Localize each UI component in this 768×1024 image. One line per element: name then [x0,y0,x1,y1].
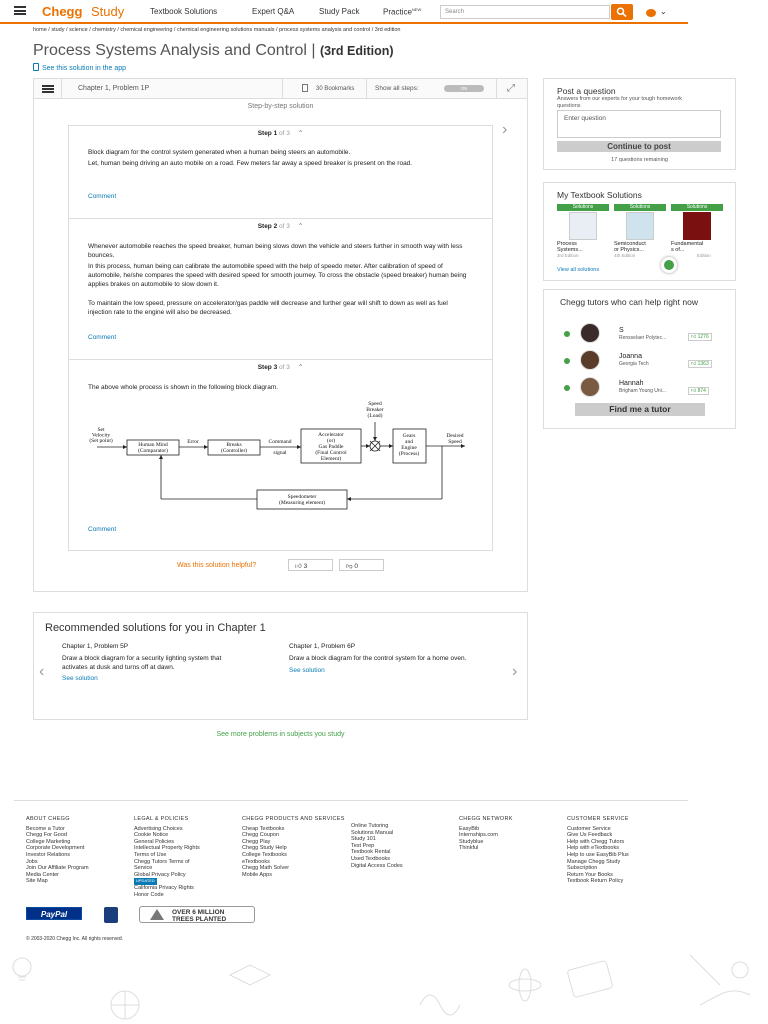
recommended-chapter: Chapter 1, Problem 5P [62,643,129,650]
step-text: To maintain the low speed, pressure on accelerator/gas paddle will decrease and further gear will shift to down as well as fuel injection rate to the engine will also be decreased. [88,300,448,316]
see-solution-link[interactable]: See solution [62,675,98,682]
footer-link[interactable]: Online Tutoring [351,823,389,829]
footer-link[interactable]: Become a Tutor [26,825,65,832]
speedometer-label: Speedometer [287,494,317,500]
recommended-item[interactable] [62,643,237,682]
error-label: Error [187,439,199,445]
show-all-toggle[interactable]: ON [444,85,484,92]
see-app-label: See this solution in the app [42,65,127,72]
footer-link[interactable]: Corporate Development [26,845,85,852]
logo-product[interactable]: Study [91,4,125,19]
thumbs-up-icon: 👍︎ [691,334,697,340]
top-header [0,0,688,24]
set-velocity-label: (Set point) [89,438,113,444]
show-all-label: Show all steps: [375,85,419,92]
phone-icon [33,63,39,71]
footer-link[interactable]: Cookie Notice [134,832,169,839]
search-input[interactable]: Search [440,5,610,19]
steps-container [68,125,493,551]
see-more-link[interactable]: See more problems in subjects you study [216,731,345,738]
book-title: Process Systems Analysis and Control [33,42,307,59]
book-edition: Edition [697,253,711,258]
recommended-chapter: Chapter 1, Problem 6P [289,643,356,650]
divider [366,79,367,99]
footer-link[interactable]: Customer Service [567,825,611,832]
footer-link[interactable]: Study 101 [351,836,376,843]
human-mind-label: (Comparator) [138,448,168,454]
recommended-desc: Draw a block diagram for a security lighting system that activates at dusk and turns off at dawn. [62,655,222,671]
footer-link[interactable]: Textbook Rental [351,849,391,856]
post-question-card [543,78,736,170]
footer-divider [14,800,688,801]
view-all-solutions-link[interactable]: View all solutions [557,267,600,273]
block-diagram [87,394,477,519]
footer-link[interactable]: Media Center [26,871,60,878]
tutor-rating [688,360,712,368]
thumbs-down-button[interactable] [339,559,384,571]
online-indicator [564,358,570,364]
footer-link[interactable]: Internships.com [459,832,498,839]
tutor-rating [688,333,712,341]
human-mind-label: Human Mind [138,442,168,448]
post-title: Post a question [557,86,616,96]
gears-label: (Process) [398,451,420,457]
book-cover [683,212,711,240]
paypal-logo: PayPal [26,907,82,920]
step-label: Step 2 [257,223,278,230]
accelerator-label: Gas Paddle [318,444,344,450]
load-label: (Load) [367,413,383,419]
question-input[interactable]: Enter question [557,110,721,138]
chevron-up-icon[interactable]: ⌃ [297,223,304,230]
doodle-icon [13,955,750,1019]
book-title-line: or Physics... [614,247,644,253]
book-edition: 4th Edition [614,253,636,258]
questions-remaining: 17 questions remaining [611,157,668,163]
rating-count: 874 [697,388,706,394]
footer-link[interactable]: Advertising Choices [134,825,183,832]
book-title [614,241,666,253]
footer-link[interactable]: Help with Chegg Tutors [567,838,625,845]
footer-link[interactable]: eTextbooks [242,858,270,865]
footer-heading: CHEGG PRODUCTS AND SERVICES [242,816,345,822]
footer-link[interactable]: Chegg For Good [26,832,67,839]
book-title-line: Semiconduct [614,241,646,247]
footer-link[interactable]: Chegg Math Solver [242,865,290,872]
footer-link[interactable]: Chegg Coupon [242,832,280,839]
brakes-label: (Controller) [220,448,248,454]
divider [61,79,62,99]
tutors-card [543,289,736,429]
footer-col-about [26,816,89,885]
nav-practice-label: Practice [383,7,412,17]
comment-link[interactable]: Comment [88,193,117,200]
step-header[interactable] [69,222,492,230]
output-label: Speed [448,439,462,445]
bookmark-button[interactable] [302,84,354,92]
find-tutor-button[interactable]: Find me a tutor [575,403,705,416]
prev-arrow-icon[interactable]: ‹ [39,663,45,680]
recommended-title: Recommended solutions for you in Chapter 1 [45,622,266,634]
book-title-line: Fundamental [671,241,704,247]
footer-link[interactable]: Help to use EasyBib Plus [567,851,629,858]
gears-label: and [405,439,413,445]
step-text: The above whole process is shown in the following block diagram. [88,384,279,391]
footer-link[interactable]: Digital Access Codes [351,862,403,869]
footer-col-products [242,816,345,878]
book-title [557,241,609,253]
footer-link[interactable]: Help with eTextbooks [567,845,619,852]
footer-col-customer [567,816,629,885]
see-solution-link[interactable]: See solution [289,666,325,674]
step-of: of 3 [279,130,290,137]
expand-icon[interactable]: ⤢ [507,83,515,94]
book-title-line: Process [557,241,577,247]
speedometer-label: (Measuring element) [279,500,325,506]
comment-link[interactable]: Comment [88,526,117,533]
check-icon[interactable] [661,257,677,273]
menu-icon[interactable] [14,6,26,15]
recommended-item[interactable] [289,643,469,674]
step-text: Whenever automobile reaches the speed breaker, human being slows down the vehicle and steers further in smooth way with less bounces. [88,243,463,259]
footer-link[interactable]: Global Privacy Policy [134,871,186,878]
tutor-rating [688,387,709,395]
search-button[interactable] [611,4,633,20]
nav-practice[interactable] [383,7,421,17]
set-velocity-label: Set [97,427,105,433]
footer-col-network [459,816,513,852]
output-label: Desired [446,433,464,439]
load-label: Speed [368,401,382,407]
page-title: Process Systems Analysis and Control | (3rd Edition) [33,42,394,59]
tutor-avatar [580,323,600,343]
trees-planted-badge [139,906,255,923]
textbook-item[interactable] [557,204,609,258]
decorative-doodles [0,945,768,1024]
solutions-badge: Solutions [671,204,723,211]
divider [496,79,497,99]
tutor-avatar [580,377,600,397]
footer-link[interactable]: Chegg Study Help [242,845,287,852]
continue-to-post-button[interactable]: Continue to post [557,141,721,152]
step-text: Block diagram for the control system generated when a human being steers an automobile. [88,149,351,156]
helpful-question: Was this solution helpful? [177,562,257,569]
brakes-label: Breaks [226,442,242,448]
footer-link[interactable]: Test Prep [351,842,375,849]
thumbs-down-count: 0 [354,563,359,570]
footer-link[interactable]: Jobs [26,858,38,865]
book-edition: 3rd Edition [557,253,579,258]
chapter-problem: Chapter 1, Problem 1P [78,85,150,92]
command-label: signal [273,450,287,456]
updated-badge: UPDATED [136,878,155,884]
footer-link[interactable]: Chegg Tutors Terms of [134,858,190,865]
footer-col-legal [134,816,200,898]
bookmark-icon [302,84,308,92]
step-label: Step 3 [257,364,278,371]
thumbs-up-count: 3 [303,563,308,570]
accelerator-label: Accelerator [318,432,344,438]
avatar[interactable] [646,9,656,17]
thumbs-up-icon: 👍︎ [295,563,302,570]
online-indicator [564,385,570,391]
step-of: of 3 [279,223,290,230]
chevron-down-icon[interactable]: ⌄ [660,7,667,16]
footer-link[interactable]: General Policies [134,838,175,845]
post-subtitle: Answers from our experts for your tough homework questions [557,96,683,109]
trees-line: TREES PLANTED [172,916,227,923]
footer-link[interactable]: College Textbooks [242,851,287,858]
footer-link[interactable]: Investor Relations [26,851,71,858]
solutions-badge: Solutions [614,204,666,211]
tutors-title: Chegg tutors who can help right now [560,297,698,307]
footer-link[interactable]: Terms of Use [134,851,167,858]
divider [282,79,283,99]
step-header[interactable] [69,129,492,137]
step-text: In this process, human being can calibrate the automobile speed with the help of speedo meter. After calibration of speed of automobile, he/she compares the speed with desired speed for smooth journey. To cross the obstacle (speed breaker) human being applies brakes on automobile to slow down it. [88,263,467,288]
tree-icon [150,909,164,920]
thumbs-up-icon: 👍︎ [691,361,697,367]
comment-link[interactable]: Comment [88,334,117,341]
step-of: of 3 [279,364,290,371]
footer-link[interactable]: Site Map [26,878,48,885]
footer-link[interactable]: Thinkful [459,845,479,852]
footer-heading: CUSTOMER SERVICE [567,816,629,822]
new-badge: NEW [411,7,422,12]
solution-panel [33,78,528,592]
accelerator-label: Element) [320,456,342,462]
footer-link[interactable]: Give Us Feedback [567,832,613,839]
divider [69,359,492,360]
gears-label: Engine [401,445,417,451]
divider [69,218,492,219]
tutor-avatar [580,350,600,370]
tutor-name: Joanna [619,353,642,360]
chevron-up-icon[interactable]: ⌃ [297,364,304,371]
tutor-name: Hannah [619,380,644,387]
footer-link[interactable]: Mobile Apps [242,871,272,878]
rating-count: 1363 [697,361,709,367]
tutor-name: S [619,327,624,334]
bbb-logo [104,907,118,923]
see-app-link[interactable] [33,63,126,72]
thumbs-up-icon: 👍︎ [691,388,697,394]
search-icon [616,7,627,17]
nav-study-pack[interactable]: Study Pack [319,7,360,16]
bookmark-count: 30 Bookmarks [316,86,355,92]
footer-link[interactable]: Manage Chegg Study [567,858,621,865]
recommended-card [33,612,528,720]
book-title-line: s of... [671,247,685,253]
solutions-badge: Solutions [557,204,609,211]
recommended-desc: Draw a block diagram for the control system for a home oven. [289,655,467,662]
nav-textbook-solutions[interactable]: Textbook Solutions [150,7,218,16]
next-arrow-icon[interactable]: › [512,663,518,680]
thumbs-up-button[interactable] [288,559,333,571]
gears-label: Gears [402,433,416,439]
footer-link[interactable]: Used Textbooks [351,855,391,862]
textbook-item[interactable] [671,204,723,258]
footer-link[interactable]: Subscription [567,865,598,872]
nav-expert-qa[interactable]: Expert Q&A [252,7,295,16]
thumbs-down-icon: 👎︎ [346,563,353,570]
tutor-item[interactable] [564,323,724,345]
footer-link[interactable]: Return Your Books [567,871,613,878]
footer-heading: CHEGG NETWORK [459,816,513,822]
rating-count: 1276 [697,334,709,340]
footer-link[interactable]: Studyblue [459,838,484,845]
book-title-line: Systems... [557,247,583,253]
footer-link[interactable]: Cheap Textbooks [242,825,285,832]
footer-link[interactable]: EasyBib [459,825,480,832]
tutor-item[interactable] [564,350,724,372]
chevron-up-icon[interactable]: ⌃ [297,130,304,137]
tutor-school: Rensselaer Polytec... [619,335,667,341]
book-title [671,241,723,253]
textbooks-title: My Textbook Solutions [557,190,642,200]
footer-link[interactable]: Service [134,865,153,872]
footer-col-products-2 [351,823,403,869]
footer-link[interactable]: Textbook Return Policy [567,878,624,885]
footer-link[interactable]: College Marketing [26,838,71,845]
logo-brand[interactable]: Chegg [42,4,83,19]
accelerator-label: (or) [326,438,336,444]
footer-link[interactable]: Solutions Manual [351,829,394,836]
footer-link[interactable]: Join Our Affiliate Program [26,865,89,872]
load-label: Breaker [366,407,384,413]
list-icon[interactable] [42,85,54,93]
step-text: Let, human being driving an auto mobile on a road. Few meters far away a speed breaker is present on the road. [88,160,413,167]
tutor-item[interactable] [564,377,724,399]
accelerator-label: (Final Control [315,450,347,456]
textbook-solutions-card [543,182,736,281]
tutor-school: Georgia Tech [619,361,649,367]
tutor-school: Brigham Young Uni... [619,388,666,394]
footer-link[interactable]: Intellectual Property Rights [134,845,200,852]
next-arrow-icon[interactable]: › [502,121,508,138]
step-label: Step 1 [257,130,278,137]
step-by-step-heading: Step-by-step solution [247,103,314,110]
footer-heading: ABOUT CHEGG [26,816,70,822]
book-cover [626,212,654,240]
footer-link[interactable]: Honor Code [134,891,164,898]
edition: (3rd Edition) [319,44,394,58]
command-label: Command [268,439,292,445]
book-cover [569,212,597,240]
footer-link[interactable]: Chegg Play [242,838,271,845]
set-velocity-label: Velocity [91,432,111,439]
breadcrumb[interactable]: home / study / science / chemistry / chemical engineering / chemical engineering solutions manuals / process systems analysis and control / 3rd edition [33,27,401,33]
footer-link[interactable]: California Privacy Rights [134,884,194,891]
step-header[interactable] [69,363,492,371]
trees-line: OVER 6 MILLION [172,909,225,916]
online-indicator [564,331,570,337]
textbook-item[interactable] [614,204,666,258]
copyright: © 2003-2020 Chegg Inc. All rights reserved. [26,936,124,942]
solution-toolbar [34,79,527,99]
footer-heading: LEGAL & POLICIES [134,816,189,822]
